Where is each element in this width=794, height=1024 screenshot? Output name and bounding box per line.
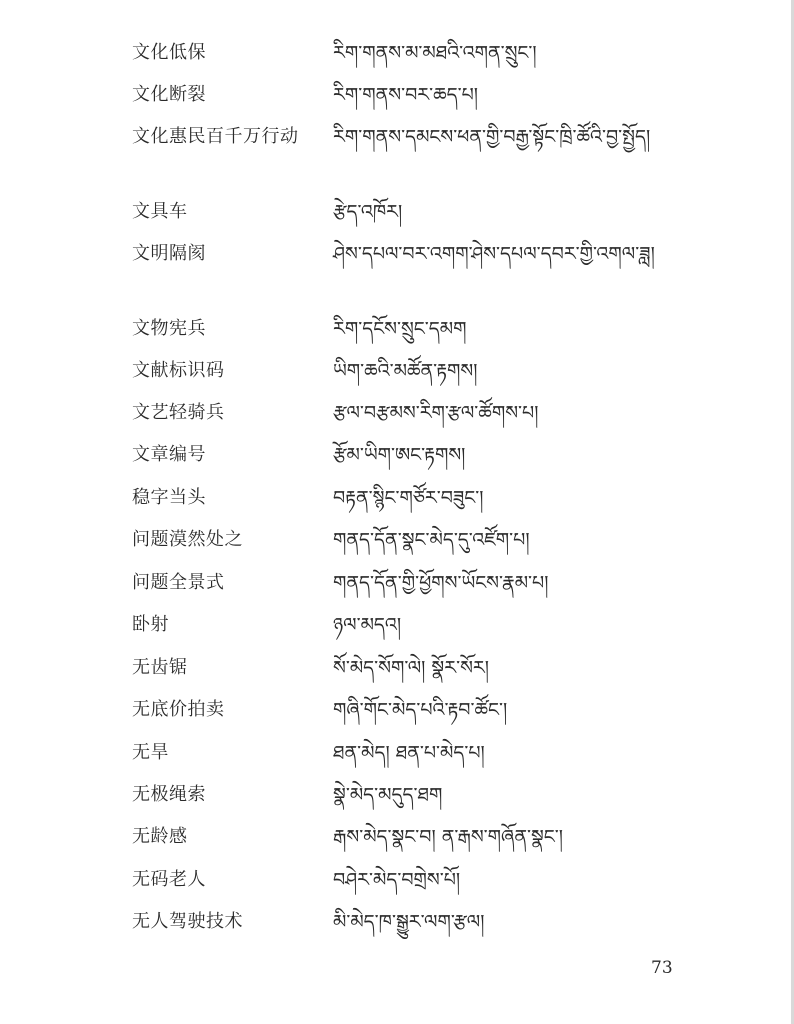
chinese-term: 问题全景式 bbox=[132, 572, 225, 593]
chinese-term: 文明隔阂 bbox=[132, 243, 206, 264]
chinese-term: 无底价拍卖 bbox=[132, 699, 225, 720]
tibetan-translation: རྩེད་འཁོར། bbox=[333, 201, 403, 223]
tibetan-translation: རིག་གནས་དམངས་ཕན་གྱི་བརྒྱ་སྟོང་ཁྲི་ཚོའི་བྱ་སྤྱོད། bbox=[333, 126, 651, 148]
chinese-term: 文献标识码 bbox=[132, 360, 225, 381]
chinese-term: 文章编号 bbox=[132, 444, 206, 465]
chinese-term: 文艺轻骑兵 bbox=[132, 402, 225, 423]
chinese-term: 文物宪兵 bbox=[132, 318, 206, 339]
tibetan-translation: རིག་གནས་བར་ཆད་པ། bbox=[333, 84, 478, 106]
chinese-term: 无人驾驶技术 bbox=[132, 911, 243, 932]
tibetan-translation: སོ་མེད་སོག་ལེ། སྣོར་སོར། bbox=[333, 657, 489, 679]
tibetan-translation: བཤེར་མེད་བགྲེས་པོ། bbox=[333, 869, 461, 891]
tibetan-translation: གནད་དོན་སྣང་མེད་དུ་འཛོག་པ། bbox=[333, 529, 530, 551]
chinese-term: 文具车 bbox=[132, 201, 188, 222]
tibetan-translation: མི་མེད་ཁ་སྒྱུར་ལག་རྩལ། bbox=[333, 911, 485, 933]
chinese-term: 无龄感 bbox=[132, 826, 188, 847]
chinese-term: 无旱 bbox=[132, 742, 169, 763]
tibetan-translation: སྣེ་མེད་མདུད་ཐག bbox=[333, 784, 443, 806]
tibetan-translation: ཡིག་ཆའི་མཚོན་རྟགས། bbox=[333, 360, 478, 382]
tibetan-translation: བརྟན་སྙིང་གཙོར་བཟུང་། bbox=[333, 487, 484, 509]
chinese-term: 卧射 bbox=[132, 614, 169, 635]
tibetan-translation: གནད་དོན་གྱི་ཕྱོགས་ཡོངས་རྣམ་པ། bbox=[333, 572, 549, 594]
chinese-term: 稳字当头 bbox=[132, 487, 206, 508]
tibetan-translation: ཤེས་དཔལ་བར་འགག་ཤེས་དཔལ་དབར་གྱི་འགལ་ཟླ། bbox=[333, 243, 655, 265]
chinese-term: 无极绳索 bbox=[132, 784, 206, 805]
page-number: 73 bbox=[651, 958, 673, 978]
chinese-term: 文化断裂 bbox=[132, 84, 206, 105]
tibetan-translation: གཞི་གོང་མེད་པའི་རྟབ་ཚོང་། bbox=[333, 699, 508, 721]
chinese-term: 文化惠民百千万行动 bbox=[132, 126, 299, 147]
chinese-term: 问题漠然处之 bbox=[132, 529, 243, 550]
tibetan-translation: རིག་དངོས་སྲུང་དམག bbox=[333, 318, 467, 340]
tibetan-translation: ཉལ་མདའ། bbox=[333, 614, 402, 636]
chinese-term: 文化低保 bbox=[132, 42, 206, 63]
tibetan-translation: ཐན་མེད། ཐན་པ་མེད་པ། bbox=[333, 742, 485, 764]
chinese-term: 无齿锯 bbox=[132, 657, 188, 678]
tibetan-translation: རྒས་མེད་སྣང་བ། ན་རྒས་གཞོན་སྣང་། bbox=[333, 826, 563, 848]
tibetan-translation: རིག་གནས་མ་མཐའི་འགན་སྲུང་། bbox=[333, 42, 537, 64]
chinese-term: 无码老人 bbox=[132, 869, 206, 890]
tibetan-translation: རྩལ་བརྩམས་རིག་རྩལ་ཚོགས་པ། bbox=[333, 402, 539, 424]
tibetan-translation: རྩོམ་ཡིག་ཨང་རྟགས། bbox=[333, 444, 466, 466]
